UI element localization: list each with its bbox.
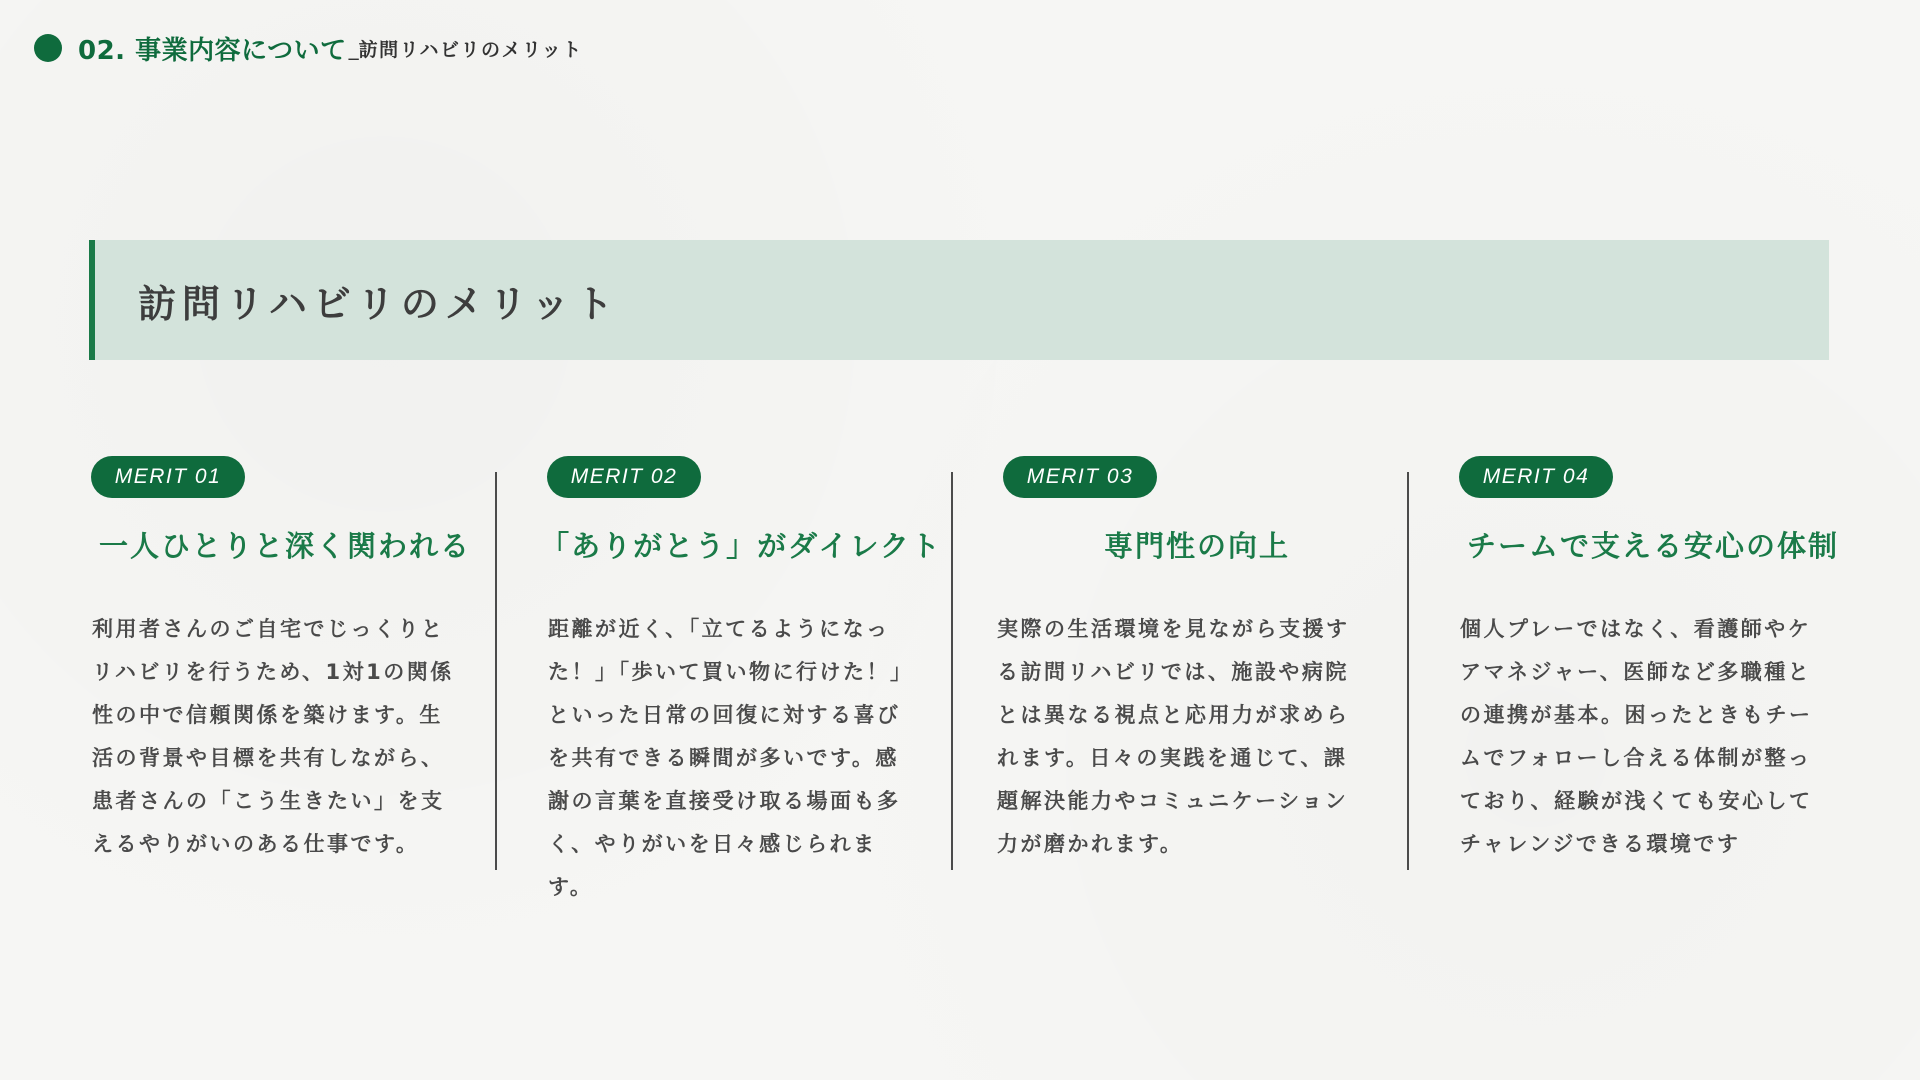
title-banner <box>89 240 1829 360</box>
section-title: 02. 事業内容について <box>78 35 347 66</box>
section-dot-icon <box>34 34 62 62</box>
merit-body: 距離が近く、「立てるようになった！」「歩いて買い物に行けた！」といった日常の回復に対する喜びを共有できる瞬間が多いです。感謝の言葉を直接受け取る場面も多く、やりがいを日々感じられます。 <box>548 617 914 899</box>
merit-badge: MERIT 04 <box>1459 456 1613 498</box>
merit-card-04 <box>1433 452 1873 932</box>
merit-heading: 一人ひとりと深く関われる <box>98 529 471 563</box>
merit-badge: MERIT 03 <box>1003 456 1157 498</box>
merit-heading: チームで支える安心の体制 <box>1466 529 1839 563</box>
merit-badge: MERIT 01 <box>91 456 245 498</box>
merit-body: 個人プレーではなく、看護師やケアマネジャー、医師など多職種との連携が基本。困ったときもチームでフォローし合える体制が整っており、経験が浅くても安心してチャレンジできる環境です <box>1460 617 1813 856</box>
column-divider <box>1407 472 1409 870</box>
merit-body: 利用者さんのご自宅でじっくりとリハビリを行うため、1対1の関係性の中で信頼関係を築けます。生活の背景や目標を共有しながら、患者さんの「こう生きたい」を支えるやりがいのある仕事です。 <box>92 617 454 856</box>
breadcrumb-separator: _ <box>348 36 359 60</box>
merit-list <box>65 452 1855 932</box>
merit-card-01 <box>65 452 505 932</box>
column-divider <box>495 472 497 870</box>
merit-card-03 <box>977 452 1417 932</box>
merit-heading: 「ありがとう」がダイレクト <box>540 529 942 563</box>
page-title: 訪問リハビリのメリット <box>138 281 620 326</box>
section-subtitle: 訪問リハビリのメリット <box>358 38 583 61</box>
breadcrumb <box>34 30 583 66</box>
merit-badge: MERIT 02 <box>547 456 701 498</box>
merit-body: 実際の生活環境を見ながら支援する訪問リハビリでは、施設や病院とは異なる視点と応用力が求められます。日々の実践を通じて、課題解決能力やコミュニケーション力が磨かれます。 <box>997 617 1350 856</box>
merit-heading: 専門性の向上 <box>1103 529 1290 563</box>
column-divider <box>951 472 953 870</box>
merit-card-02 <box>521 452 961 932</box>
